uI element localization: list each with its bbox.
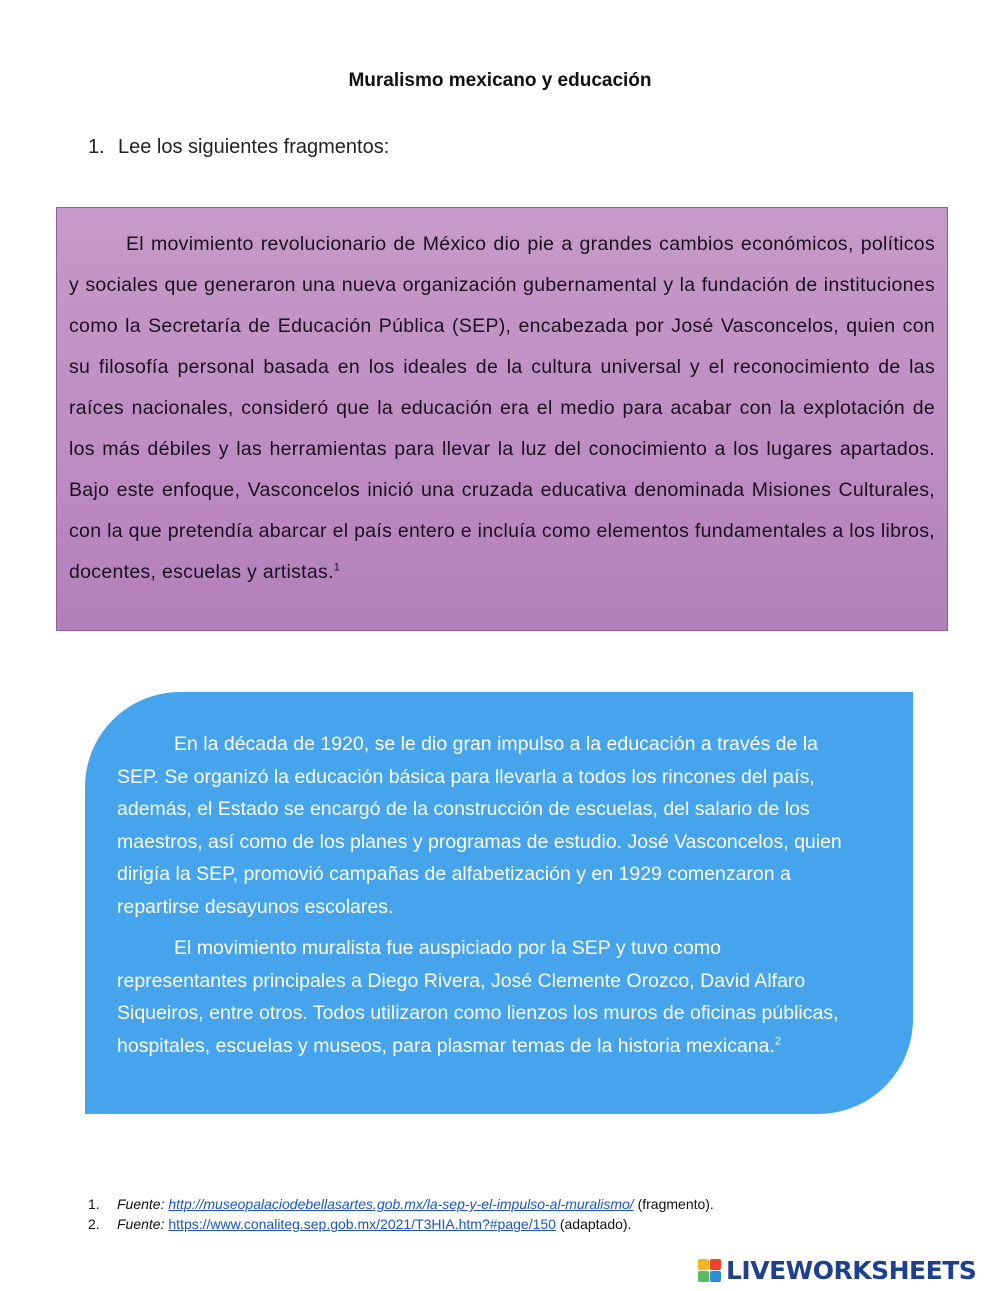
footnote-ref-2: 2 bbox=[774, 1035, 782, 1047]
instruction-number: 1. bbox=[88, 136, 105, 158]
fragment-2-paragraph-2-body: El movimiento muralista fue auspiciado por la SEP y tuvo como representantes principales a Diego Rivera, José Clemente Orozco, David Alfaro Siqueiros, entre otros. Todos utilizaron como lienzos los muros de oficinas públicas, hospitales, escuelas y museos, para plasmar temas de la historia mexicana. bbox=[117, 937, 839, 1057]
fragment-1-box bbox=[56, 207, 948, 631]
footnote-2-label: Fuente: bbox=[117, 1216, 165, 1232]
liveworksheets-logo-icon bbox=[698, 1259, 721, 1282]
instruction bbox=[88, 136, 389, 159]
page-title: Muralismo mexicano y educación bbox=[348, 70, 652, 91]
footnote-1-note: (fragmento). bbox=[637, 1196, 714, 1212]
fragment-2-box bbox=[85, 692, 913, 1114]
footnote-2-link[interactable]: https://www.conaliteg.sep.gob.mx/2021/T3HIA.htm?#page/150 bbox=[168, 1216, 556, 1232]
fragment-1-body: El movimiento revolucionario de México dio pie a grandes cambios económicos, políticos y sociales que generaron una nueva organización gubernamental y la fundación de instituciones como la Secretaría de Educación Pública (SEP), encabezada por José Vasconcelos, quien con su filosofía personal basada en los ideales de la cultura universal y el reconocimiento de las raíces nacionales, consideró que la educación era el medio para acabar con la explotación de los más débiles y las herramientas para llevar la luz del conocimiento a los lugares apartados. Bajo este enfoque, Vasconcelos inició una cruzada educativa denominada Misiones Culturales, con la que pretendía abarcar el país entero e incluía como elementos fundamentales a los libros, docentes, escuelas y artistas. bbox=[69, 233, 935, 583]
footnote-1-label: Fuente: bbox=[117, 1196, 165, 1212]
footnote-1-number: 1. bbox=[88, 1196, 100, 1212]
logo-text: LIVEWORKSHEETS bbox=[726, 1255, 977, 1285]
fragment-1-text bbox=[69, 224, 935, 593]
liveworksheets-logo[interactable] bbox=[698, 1255, 976, 1285]
footnote-2-number: 2. bbox=[88, 1216, 100, 1232]
footnotes bbox=[88, 1194, 714, 1234]
footnote-2-note: (adaptado). bbox=[559, 1216, 632, 1232]
footnote-ref-1: 1 bbox=[333, 561, 341, 574]
fragment-2-paragraph-1: En la década de 1920, se le dio gran impulso a la educación a través de la SEP. Se organizó la educación básica para llevarla a todos los rincones del país, además, el Estado se encargó de la construcción de escuelas, del salario de los maestros, así como de los planes y programas de estudio. José Vasconcelos, quien dirigía la SEP, promovió campañas de alfabetización y en 1929 comenzaron a repartirse desayunos escolares. bbox=[117, 733, 842, 918]
instruction-text: Lee los siguientes fragmentos: bbox=[118, 136, 390, 158]
footnote-2 bbox=[88, 1214, 714, 1234]
fragment-2-paragraph-2 bbox=[117, 932, 853, 1062]
footnote-1 bbox=[88, 1194, 714, 1214]
footnote-1-link[interactable]: http://museopalaciodebellasartes.gob.mx/la-sep-y-el-impulso-al-muralismo/ bbox=[168, 1196, 634, 1212]
